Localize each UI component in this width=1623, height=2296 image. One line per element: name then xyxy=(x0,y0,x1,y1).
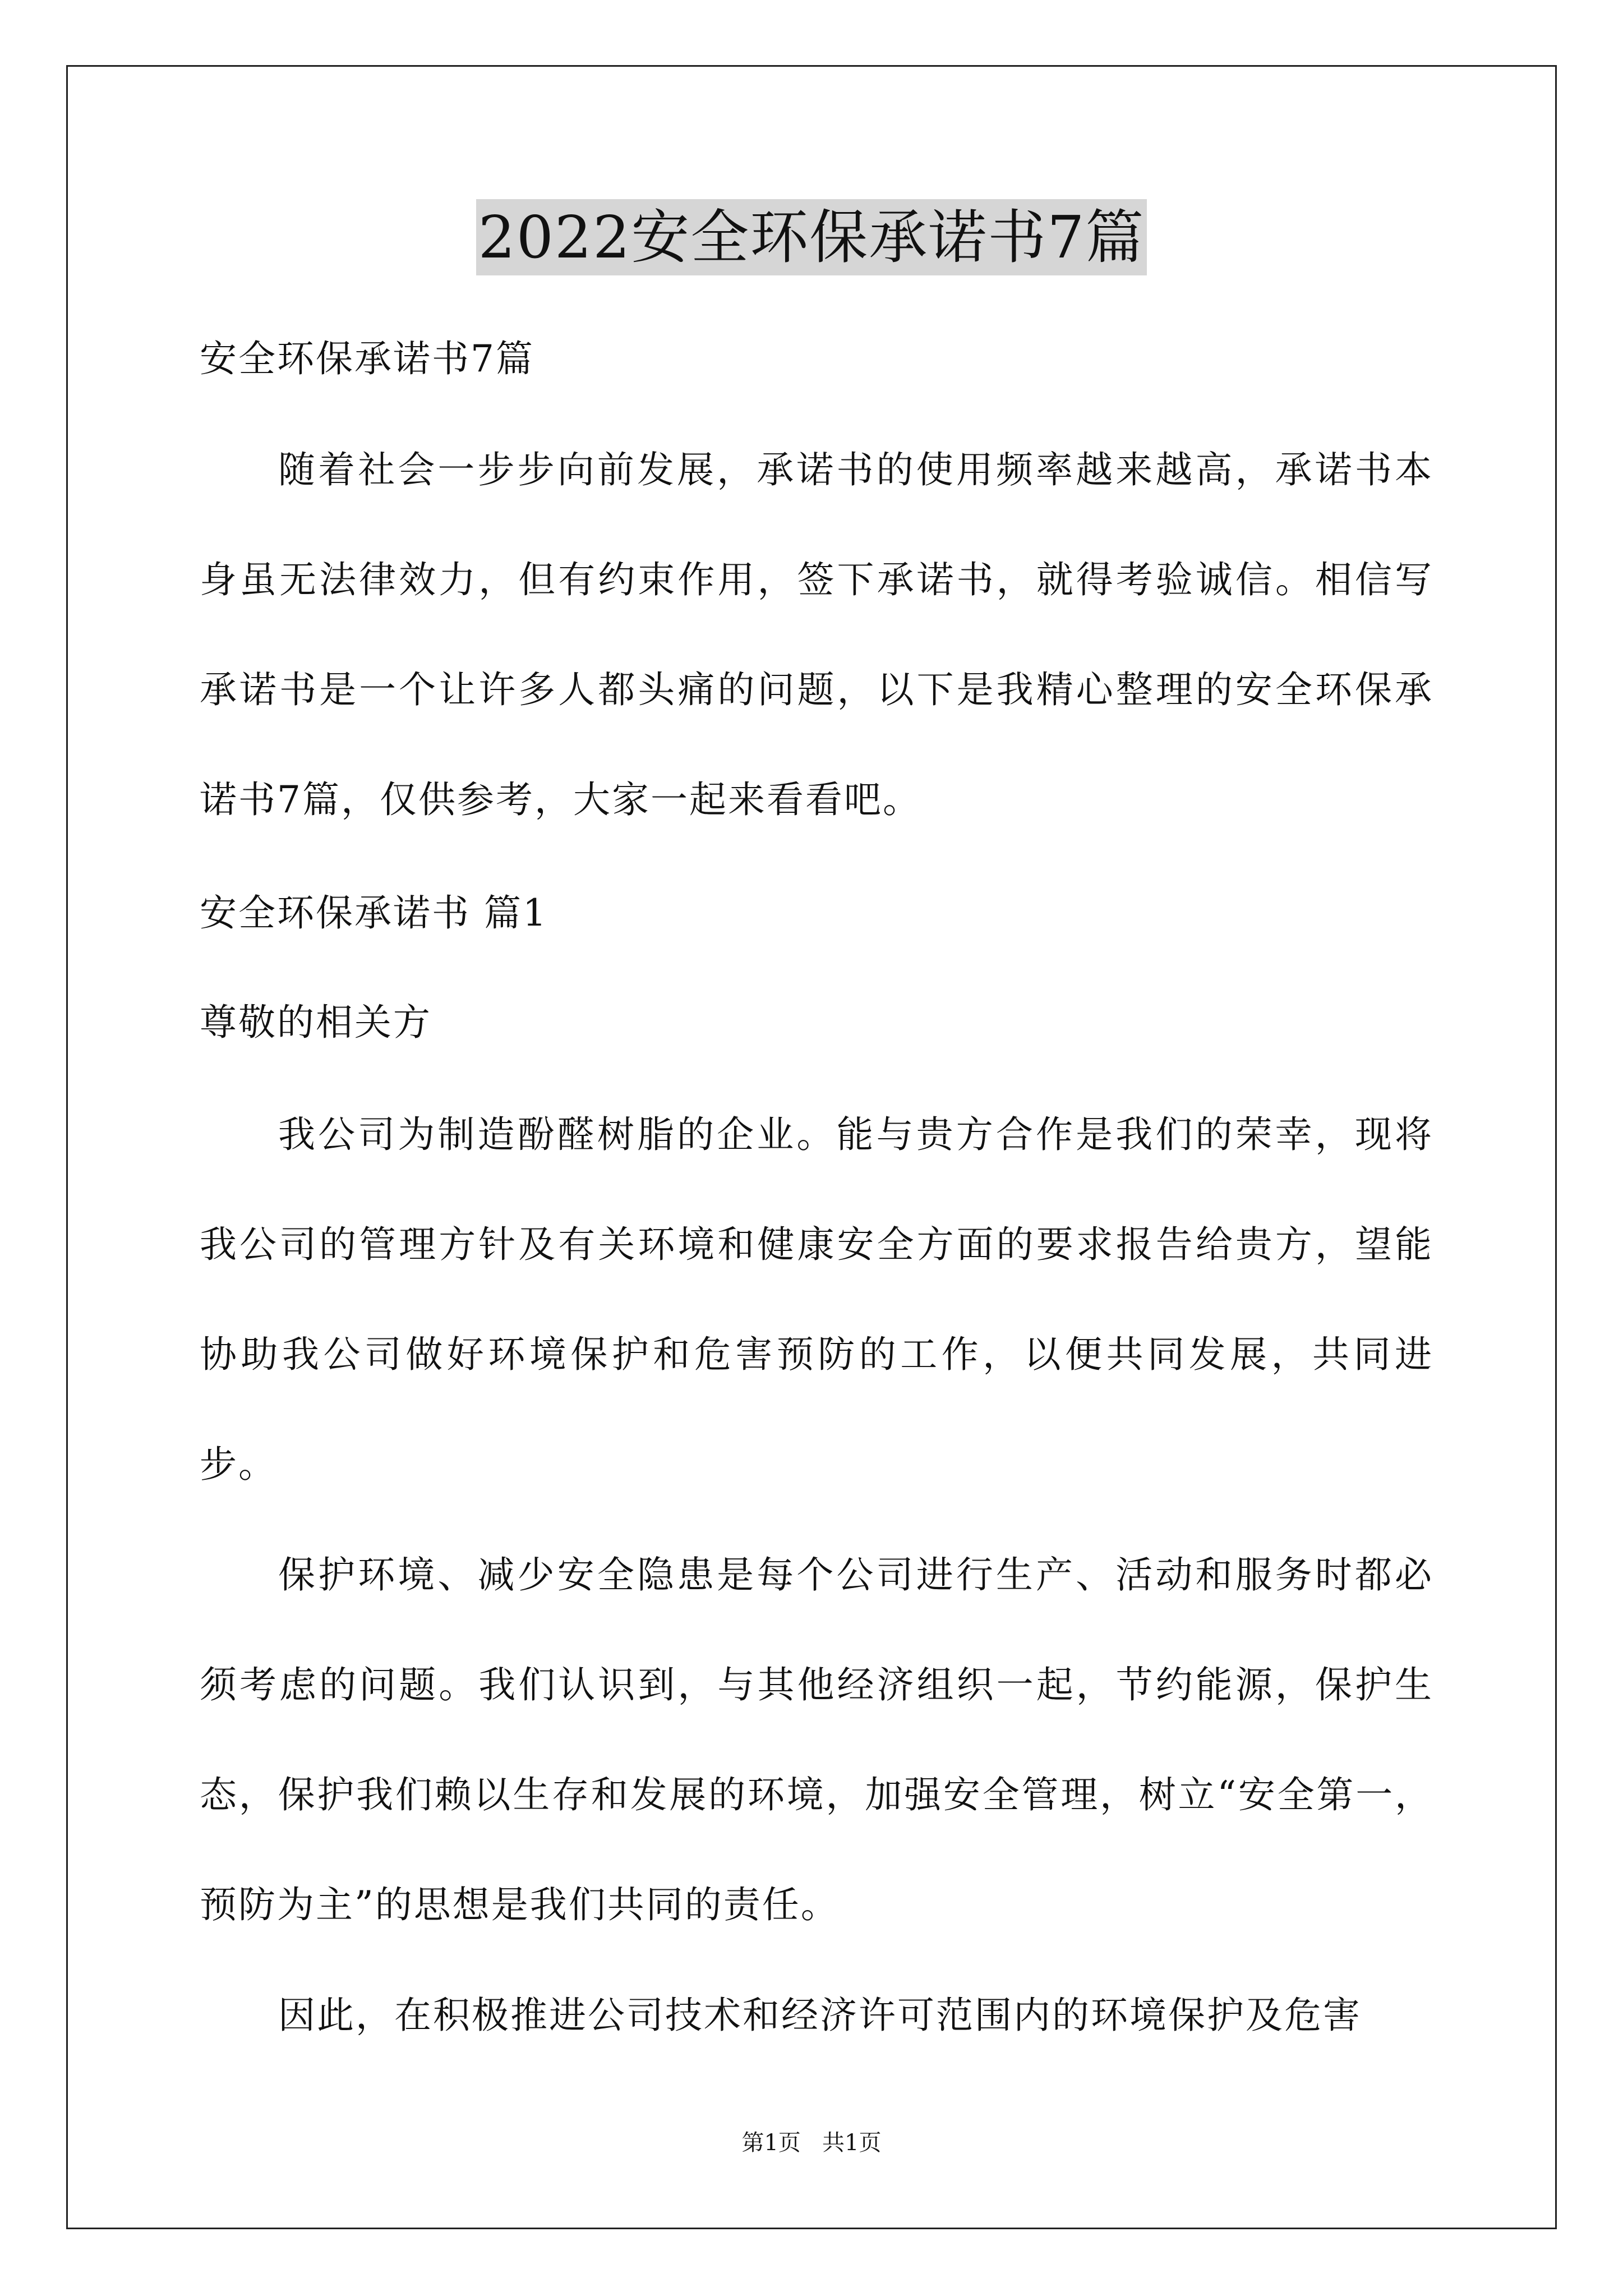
salutation: 尊敬的相关方 xyxy=(200,1001,432,1044)
page-footer: 第1页 共1页 xyxy=(741,2130,882,2156)
intro-paragraph: 随着社会一步步向前发展，承诺书的使用频率越来越高，承诺书本身虽无法律效力，但有约束作用，签下承诺书，就得考验诚信。相信写承诺书是一个让许多人都头痛的问题，以下是我精心整理的安全环保承诺书7篇，仅供参考，大家一起来看看吧。 xyxy=(200,448,1433,821)
body-paragraph-2: 保护环境、减少安全隐患是每个公司进行生产、活动和服务时都必须考虑的问题。我们认识到，与其他经济组织一起，节约能源，保护生态，保护我们赖以生存和发展的环境，加强安全管理，树立“安全第一，预防为主”的思想是我们共同的责任。 xyxy=(200,1553,1433,1926)
body-paragraph-1: 我公司为制造酚醛树脂的企业。能与贵方合作是我们的荣幸，现将我公司的管理方针及有关环境和健康安全方面的要求报告给贵方，望能协助我公司做好环境保护和危害预防的工作，以便共同发展，共同进步。 xyxy=(200,1113,1433,1486)
subtitle-line: 安全环保承诺书7篇 xyxy=(200,337,534,380)
title-container xyxy=(0,199,1623,275)
document-title: 2022安全环保承诺书7篇 xyxy=(476,199,1147,275)
section-heading: 安全环保承诺书 篇1 xyxy=(200,891,548,935)
body-paragraph-3: 因此，在积极推进公司技术和经济许可范围内的环境保护及危害 xyxy=(278,1994,1362,2037)
